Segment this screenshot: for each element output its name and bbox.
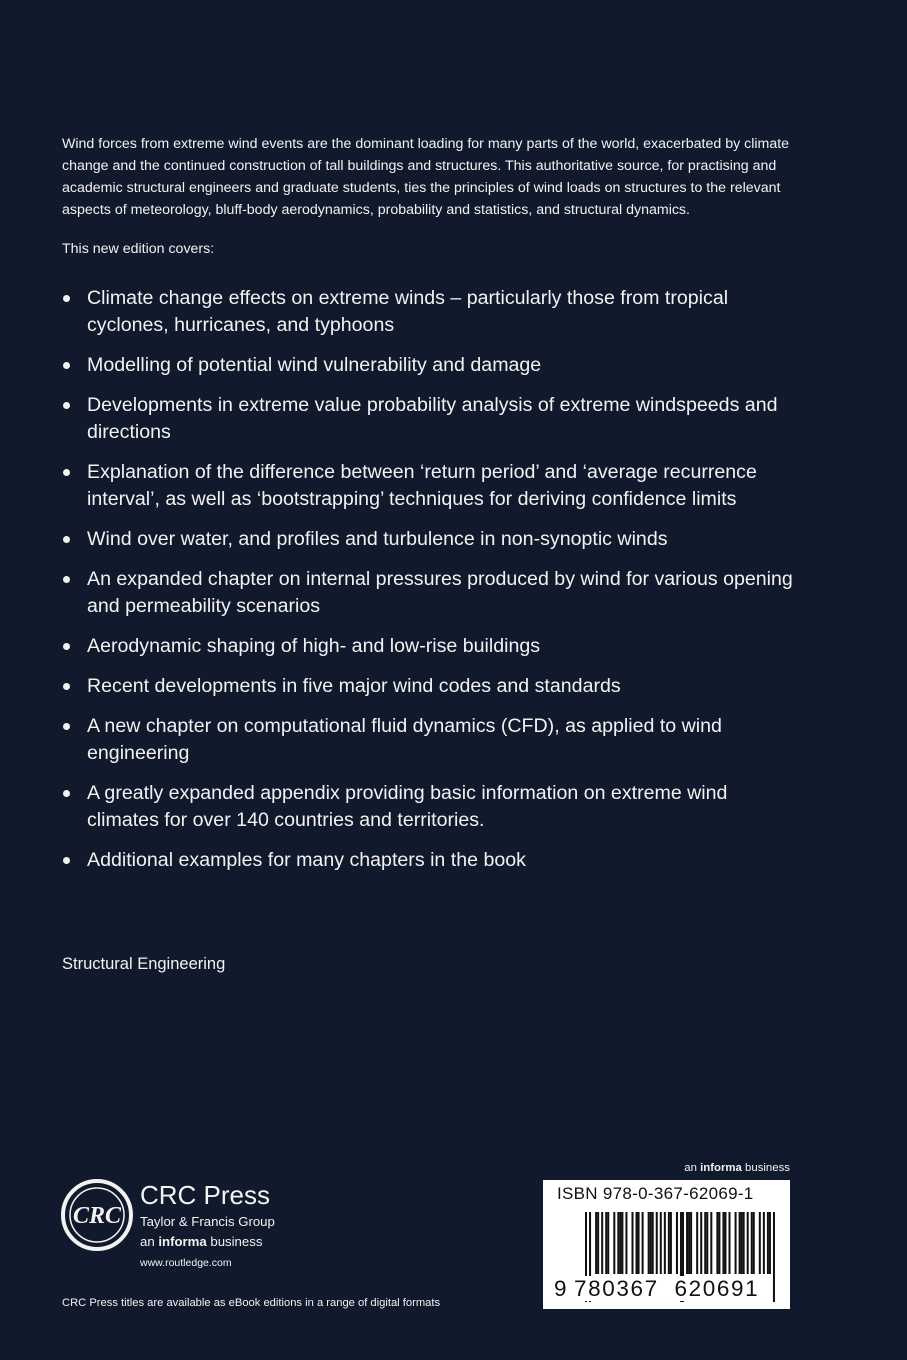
barcode-bar <box>700 1212 702 1274</box>
barcode-bar <box>621 1212 623 1274</box>
barcode-bar <box>638 1212 640 1274</box>
feature-list <box>62 285 802 887</box>
barcode-bar <box>710 1212 712 1274</box>
barcode-bar <box>739 1212 741 1274</box>
barcode-bar <box>704 1212 706 1274</box>
barcode-bar <box>751 1212 753 1274</box>
covers-heading: This new edition covers: <box>62 241 215 257</box>
publisher-group: Taylor & Francis Group <box>140 1214 275 1229</box>
isbn-label: ISBN 978-0-367-62069-1 <box>557 1184 754 1203</box>
informa-bold: informa <box>158 1234 207 1249</box>
barcode-bar <box>724 1212 726 1274</box>
list-item <box>62 847 802 874</box>
barcode-bar <box>664 1212 666 1274</box>
list-item <box>62 285 802 339</box>
barcode-bar <box>773 1212 775 1302</box>
list-item-text: A new chapter on computational fluid dynamics (CFD), as applied to wind engineering <box>87 715 722 764</box>
barcode-bar <box>605 1212 607 1274</box>
barcode-bar <box>617 1212 619 1274</box>
barcode-bar <box>642 1212 644 1274</box>
bullet-icon <box>63 643 70 650</box>
barcode-left-digits: 780367 <box>574 1276 659 1301</box>
publisher-url: www.routledge.com <box>140 1257 232 1269</box>
list-item <box>62 713 802 767</box>
barcode-bar <box>767 1212 769 1274</box>
bullet-icon <box>63 576 70 583</box>
barcode-bar <box>718 1212 720 1274</box>
barcode-bar <box>656 1212 658 1274</box>
barcode-bar <box>696 1212 698 1274</box>
list-item-text: Recent developments in five major wind codes and standards <box>87 675 621 697</box>
informa-suffix: business <box>206 1234 263 1249</box>
barcode-bar <box>648 1212 650 1274</box>
informa-prefix: an <box>140 1234 159 1249</box>
barcode-bar <box>652 1212 654 1274</box>
crc-logo-icon <box>60 1178 134 1252</box>
barcode-bar <box>636 1212 638 1274</box>
list-item-text: Additional examples for many chapters in the book <box>87 849 526 871</box>
bullet-icon <box>63 536 70 543</box>
list-item <box>62 459 802 513</box>
barcode-bar <box>686 1212 688 1274</box>
ebook-note: CRC Press titles are available as eBook editions in a range of digital formats <box>62 1297 441 1309</box>
crc-logo-text: CRC <box>72 1203 122 1229</box>
barcode-bar <box>619 1212 621 1274</box>
list-item-text: Explanation of the difference between ‘return period’ and ‘average recurrence interval’, as well as ‘bootstrapping’ techniques for deriving confidence limits <box>87 461 757 510</box>
barcode-lead-digit: 9 <box>554 1276 569 1301</box>
barcode-bar <box>631 1212 633 1274</box>
list-item-text: Developments in extreme value probability analysis of extreme windspeeds and directions <box>87 394 778 443</box>
list-item <box>62 526 802 553</box>
publisher-informa <box>140 1234 262 1249</box>
barcode-bar <box>747 1212 749 1274</box>
list-item-text: A greatly expanded appendix providing basic information on extreme wind climates for over 140 countries and territories. <box>87 782 728 831</box>
barcode-bar <box>676 1212 678 1274</box>
list-item-text: Aerodynamic shaping of high- and low-rise buildings <box>87 635 541 657</box>
barcode-digits <box>554 1276 760 1302</box>
barcode-informa <box>684 1162 790 1174</box>
bullet-icon <box>63 362 70 369</box>
barcode-bar <box>613 1212 615 1274</box>
informa-suffix: business <box>741 1162 790 1174</box>
list-item <box>62 780 802 834</box>
list-item-text: An expanded chapter on internal pressures produced by wind for various opening and permeability scenarios <box>87 568 793 617</box>
bullet-icon <box>63 295 70 302</box>
list-item-text: Modelling of potential wind vulnerability and damage <box>87 354 542 376</box>
bullet-icon <box>63 402 70 409</box>
list-item <box>62 566 802 620</box>
barcode-bar <box>716 1212 718 1274</box>
barcode-bar <box>597 1212 599 1274</box>
barcode-right-digits: 620691 <box>674 1276 760 1301</box>
barcode-bar <box>769 1212 771 1274</box>
barcode-bar <box>741 1212 743 1274</box>
barcode-block <box>543 1180 790 1309</box>
barcode-bar <box>595 1212 597 1274</box>
bullet-icon <box>63 857 70 864</box>
barcode-bar <box>601 1212 603 1274</box>
barcode-bar <box>763 1212 765 1274</box>
bullet-icon <box>63 469 70 476</box>
subject-category: Structural Engineering <box>62 955 226 973</box>
barcode-bar <box>688 1212 690 1274</box>
barcode-bar <box>735 1212 737 1274</box>
barcode-bar <box>607 1212 609 1274</box>
bullet-icon <box>63 790 70 797</box>
barcode-bar <box>722 1212 724 1274</box>
barcode-bar <box>759 1212 761 1274</box>
publisher-name: CRC Press <box>140 1180 271 1210</box>
barcode-bar <box>690 1212 692 1274</box>
barcode-bar <box>743 1212 745 1274</box>
list-item-text: Wind over water, and profiles and turbulence in non-synoptic winds <box>87 528 668 550</box>
list-item <box>62 352 802 379</box>
barcode-bar <box>753 1212 755 1274</box>
barcode-bar <box>728 1212 730 1274</box>
list-item <box>62 633 802 660</box>
list-item-text: Climate change effects on extreme winds – particularly those from tropical cyclones, hurricanes, and typhoons <box>87 287 729 336</box>
barcode-bar <box>706 1212 708 1274</box>
barcode-bar <box>650 1212 652 1274</box>
informa-prefix: an <box>684 1162 701 1174</box>
barcode-bar <box>670 1212 672 1274</box>
bullet-icon <box>63 683 70 690</box>
bullet-icon <box>63 723 70 730</box>
intro-paragraph: Wind forces from extreme wind events are the dominant loading for many parts of the world, exacerbated by climate change and the continued construction of tall buildings and structures. This authoritative source, for practising and academic structural engineers and graduate students, ties the principles of wind loads on structures to the relevant aspects of meteorology, bluff-body aerodynamics, probability and statistics, and structural dynamics. <box>62 136 790 218</box>
list-item <box>62 392 802 446</box>
list-item <box>62 673 802 700</box>
barcode-bar <box>660 1212 662 1274</box>
barcode-bar <box>625 1212 627 1274</box>
barcode-bar <box>668 1212 670 1274</box>
informa-bold: informa <box>700 1162 742 1174</box>
